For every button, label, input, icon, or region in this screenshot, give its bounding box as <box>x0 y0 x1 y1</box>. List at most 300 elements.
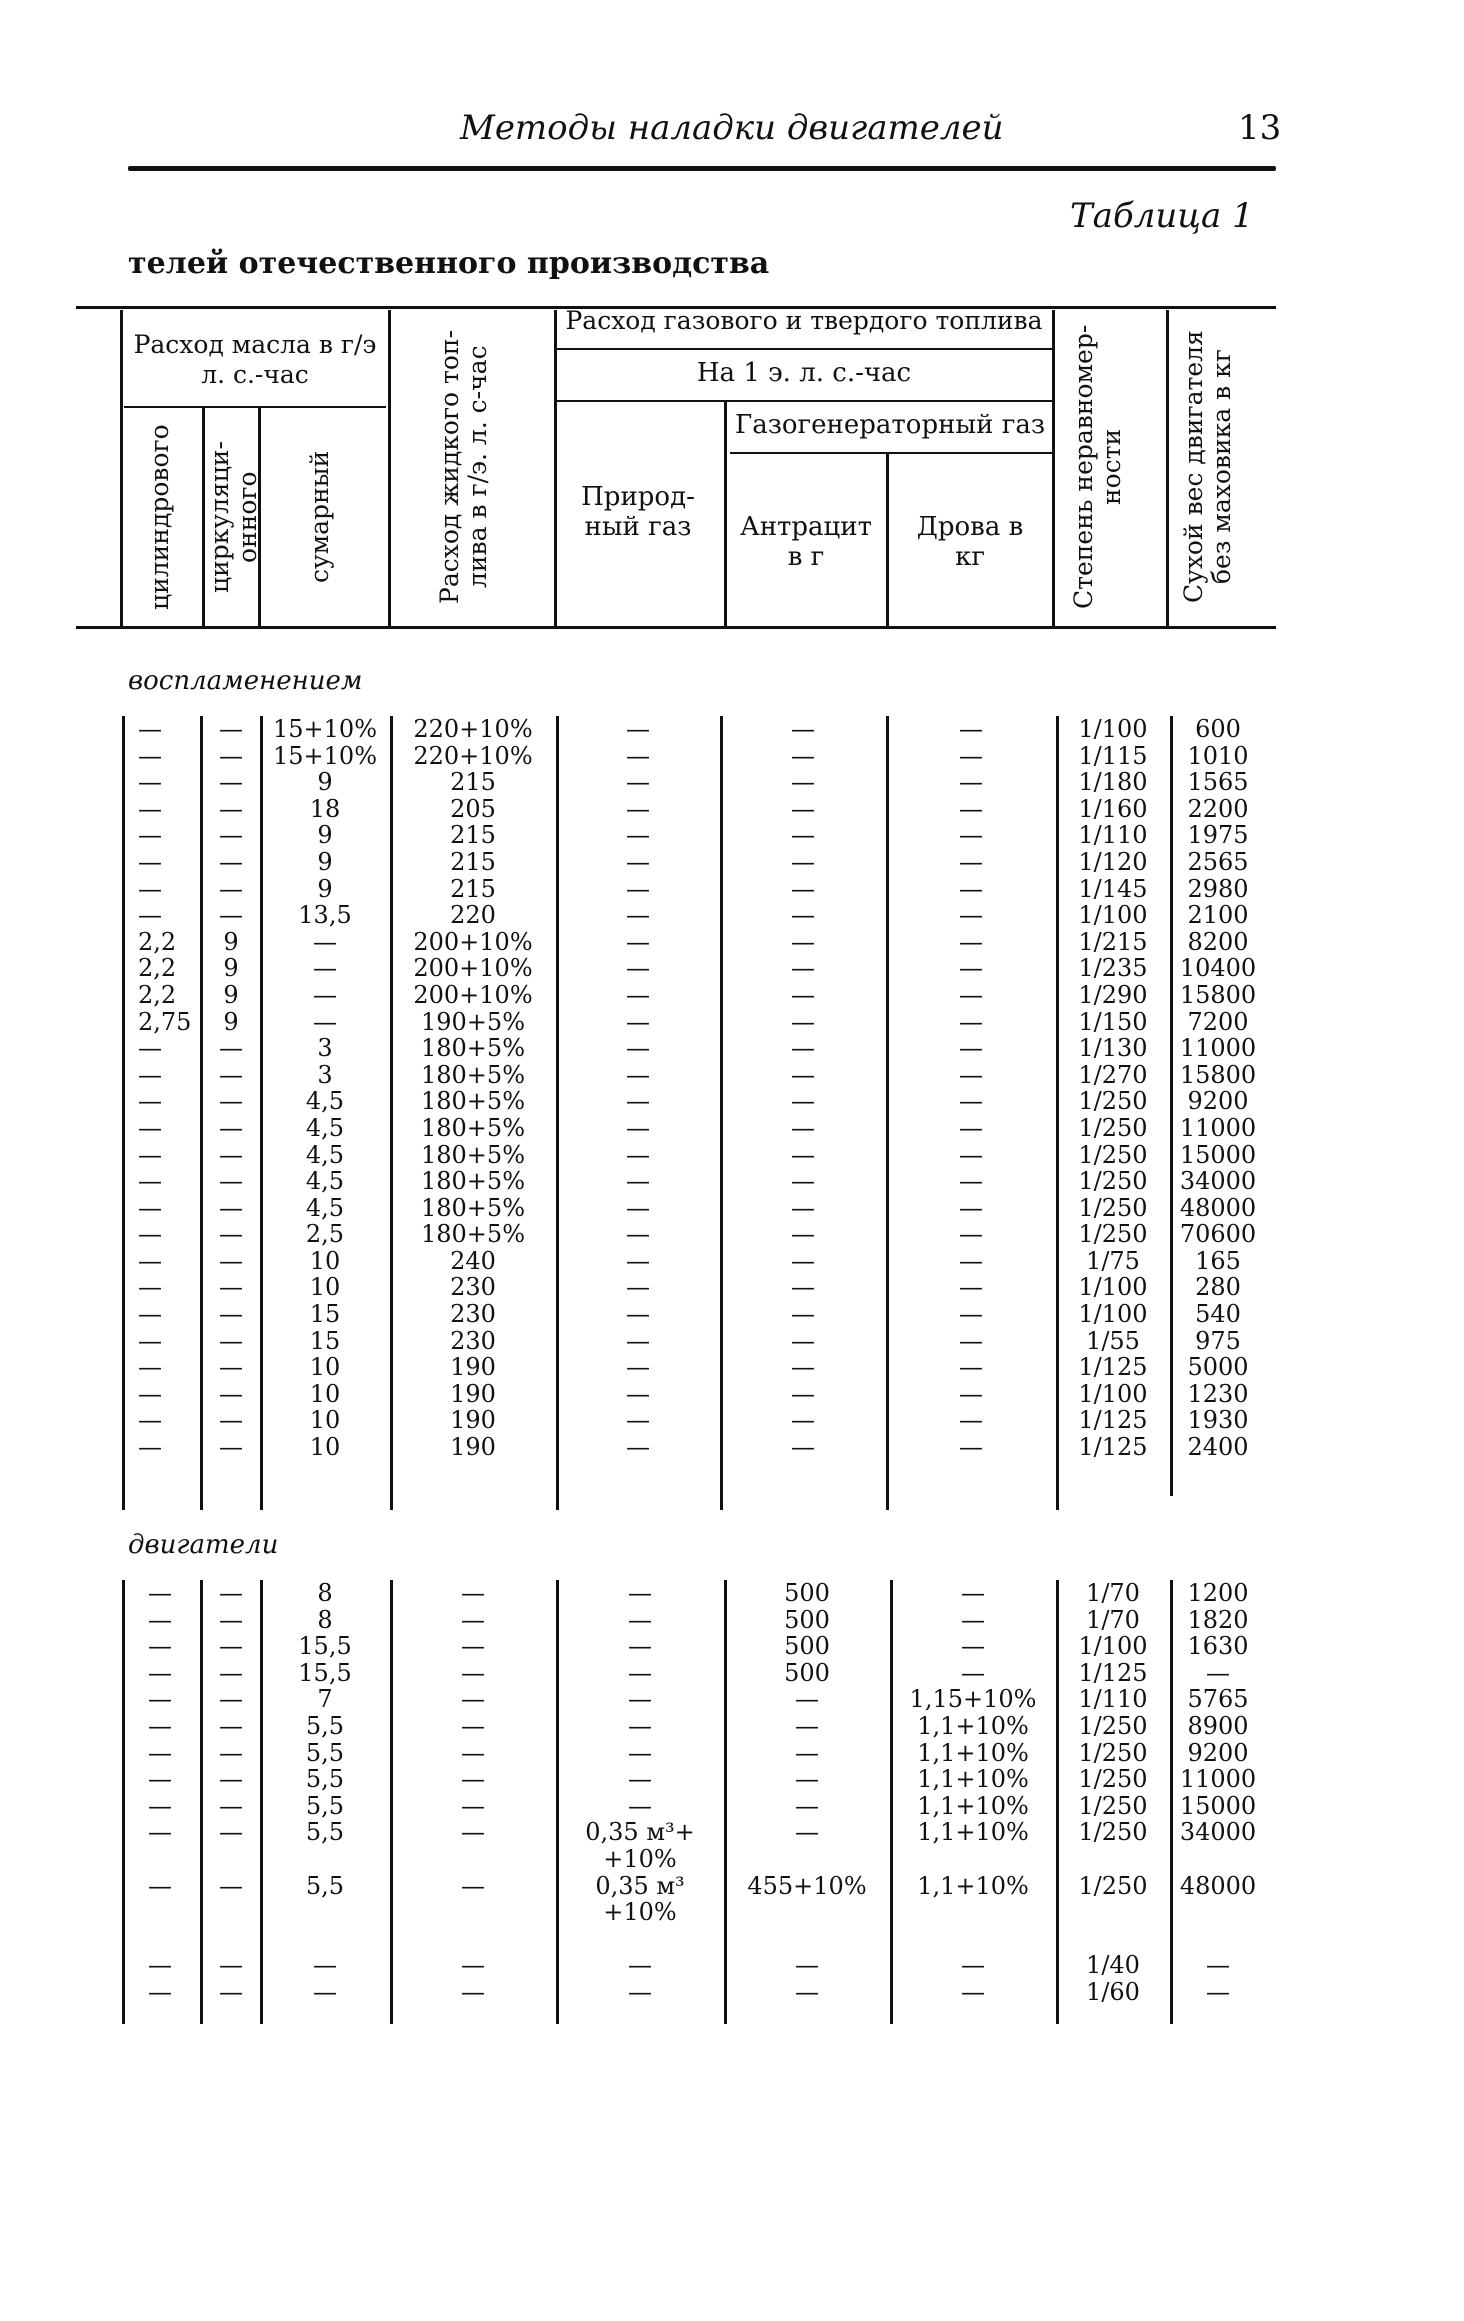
table-cell: — <box>219 847 243 876</box>
table-cell: 18 <box>309 794 341 823</box>
table-cell <box>1172 1926 1264 1953</box>
table-cell: 1,1+10% <box>917 1765 1029 1794</box>
table-cell: — <box>959 1060 983 1089</box>
table-cell <box>262 1846 388 1873</box>
table-cell: — <box>219 1977 243 2006</box>
table-cell: — <box>138 1246 162 1275</box>
table-cell: — <box>628 1711 652 1740</box>
table-cell: — <box>628 1738 652 1767</box>
table-cell: 9 <box>317 847 333 876</box>
table-cell: — <box>959 794 983 823</box>
block2-col-oil-cylinder <box>148 1580 198 2006</box>
table-cell: — <box>626 901 650 930</box>
table-cell: 1/270 <box>1078 1060 1148 1089</box>
table-cell: — <box>959 1007 983 1036</box>
table-cell: 180+5% <box>421 1167 525 1196</box>
block2-vline-1 <box>122 1580 125 2024</box>
table-cell: 180+5% <box>421 1034 525 1063</box>
table-cell: 2,5 <box>305 1220 345 1249</box>
table-cell: — <box>626 794 650 823</box>
table-cell <box>1172 1899 1264 1926</box>
table-cell: — <box>795 1951 819 1980</box>
table-cell: — <box>219 1300 243 1329</box>
table-cell: 2,2 <box>138 927 177 956</box>
table-cell: 9 <box>317 821 333 850</box>
table-cell: 1,1+10% <box>917 1818 1029 1847</box>
table-cell: 215 <box>450 874 496 903</box>
gas-group-header: Расход газового и твердого топлива <box>565 306 1043 335</box>
table-cell: 1,1+10% <box>917 1738 1029 1767</box>
table-cell: — <box>795 1791 819 1820</box>
table-cell: 70600 <box>1179 1220 1257 1249</box>
table-cell: 48000 <box>1179 1871 1257 1900</box>
table-cell: 10 <box>309 1379 341 1408</box>
table-cell: — <box>959 927 983 956</box>
table-cell: — <box>219 1379 243 1408</box>
table-cell: 1/250 <box>1078 1871 1148 1900</box>
table-cell: — <box>959 821 983 850</box>
table-cell: 1,15+10% <box>909 1685 1037 1714</box>
table-cell: — <box>959 1406 983 1435</box>
table-cell <box>206 1846 256 1873</box>
block2-col-oil-circulation <box>206 1580 256 2006</box>
table-cell <box>148 1899 198 1926</box>
block2-col-anthracite <box>726 1580 888 2006</box>
header-vline-6 <box>724 402 727 626</box>
table-cell: 15000 <box>1179 1140 1257 1169</box>
table-cell: 3 <box>317 1060 333 1089</box>
table-cell: 1/250 <box>1078 1791 1148 1820</box>
table-cell: 1/115 <box>1078 741 1148 770</box>
oil-group-header: Расход масла в г/э л. с.-час <box>133 330 377 389</box>
table-cell: 2400 <box>1187 1433 1249 1462</box>
table-cell: — <box>219 1605 243 1634</box>
table-cell: — <box>626 874 650 903</box>
table-cell: 8900 <box>1187 1711 1249 1740</box>
table-cell: — <box>626 1087 650 1116</box>
block2-col-wood <box>892 1580 1054 2006</box>
table-cell: — <box>628 1951 652 1980</box>
table-cell: 240 <box>450 1246 496 1275</box>
table-cell: 15800 <box>1179 980 1257 1009</box>
table-cell: — <box>148 1658 172 1687</box>
table-cell: — <box>219 1791 243 1820</box>
table-cell: 1/145 <box>1078 874 1148 903</box>
table-cell: 1/250 <box>1078 1113 1148 1142</box>
table-cell: — <box>626 1246 650 1275</box>
table-cell: — <box>461 1711 485 1740</box>
table-cell: — <box>138 794 162 823</box>
block1-col-wood <box>888 716 1054 1461</box>
table-cell: — <box>626 741 650 770</box>
table-cell: 190 <box>450 1406 496 1435</box>
table-cell: — <box>138 1300 162 1329</box>
irregularity-header: Степень неравномер-ности <box>1069 324 1126 610</box>
table-cell: 8200 <box>1187 927 1249 956</box>
table-cell: — <box>313 1007 337 1036</box>
table-cell: 1/250 <box>1078 1193 1148 1222</box>
table-cell: — <box>961 1632 985 1661</box>
table-cell: — <box>791 1007 815 1036</box>
table-cell: 1/250 <box>1078 1711 1148 1740</box>
table-cell: — <box>626 1326 650 1355</box>
table-cell <box>558 1926 722 1953</box>
table-cell: 1/125 <box>1078 1658 1148 1687</box>
table-cell: 2,2 <box>138 980 177 1009</box>
table-cell: 1,1+10% <box>917 1711 1029 1740</box>
table-cell: 200+10% <box>413 927 533 956</box>
table-cell: — <box>959 980 983 1009</box>
table-cell <box>1058 1926 1168 1953</box>
table-cell: — <box>791 1353 815 1382</box>
table-cell: — <box>219 1738 243 1767</box>
table-cell: — <box>628 1791 652 1820</box>
table-cell: — <box>791 1300 815 1329</box>
table-cell: — <box>219 1406 243 1435</box>
table-cell <box>206 1899 256 1926</box>
table-cell: — <box>795 1738 819 1767</box>
table-cell: — <box>219 1246 243 1275</box>
table-cell: — <box>795 1818 819 1847</box>
table-cell: 1/250 <box>1078 1140 1148 1169</box>
table-cell: — <box>791 1273 815 1302</box>
table-cell: — <box>148 1738 172 1767</box>
table-cell: — <box>461 1765 485 1794</box>
table-cell: — <box>138 1433 162 1462</box>
table-cell: 9200 <box>1187 1087 1249 1116</box>
table-cell: — <box>959 1246 983 1275</box>
table-cell: 15 <box>309 1300 341 1329</box>
table-cell: 2100 <box>1187 901 1249 930</box>
table-cell: — <box>138 1379 162 1408</box>
table-cell: — <box>791 874 815 903</box>
table-cell: — <box>138 1167 162 1196</box>
table-cell: — <box>148 1632 172 1661</box>
table-cell: — <box>959 1167 983 1196</box>
running-title: Методы наладки двигателей <box>460 108 1004 148</box>
header-vline-9 <box>1166 310 1169 626</box>
table-cell: — <box>628 1685 652 1714</box>
table-cell: — <box>628 1605 652 1634</box>
table-cell: — <box>628 1977 652 2006</box>
table-cell: — <box>219 1060 243 1089</box>
table-cell: 190+5% <box>421 1007 525 1036</box>
table-cell: — <box>791 1113 815 1142</box>
table-cell: 4,5 <box>305 1140 345 1169</box>
table-cell: — <box>219 1818 243 1847</box>
table-cell: — <box>219 1433 243 1462</box>
table-cell: 220 <box>450 901 496 930</box>
table-cell: — <box>959 847 983 876</box>
table-cell: — <box>626 1140 650 1169</box>
table-cell: — <box>219 901 243 930</box>
table-cell <box>392 1926 554 1953</box>
oil-cylinder-header: цилиндрового <box>145 424 174 610</box>
table-cell: — <box>461 1738 485 1767</box>
table-cell <box>206 1926 256 1953</box>
block1-col-anthracite <box>722 716 884 1461</box>
table-cell: 1975 <box>1187 821 1249 850</box>
table-cell: — <box>461 1791 485 1820</box>
table-cell: 10 <box>309 1433 341 1462</box>
table-cell: 1010 <box>1187 741 1249 770</box>
header-vline-8 <box>1052 310 1055 626</box>
table-cell: — <box>626 1060 650 1089</box>
table-cell: — <box>961 1951 985 1980</box>
table-cell: — <box>461 1685 485 1714</box>
table-cell: 1/250 <box>1078 1818 1148 1847</box>
table-cell: — <box>219 1711 243 1740</box>
table-cell: 5,5 <box>305 1711 345 1740</box>
table-cell: — <box>959 901 983 930</box>
table-cell: — <box>628 1658 652 1687</box>
table-cell: — <box>959 1379 983 1408</box>
table-cell: — <box>626 1300 650 1329</box>
table-cell: — <box>626 768 650 797</box>
table-cell <box>1058 1899 1168 1926</box>
table-cell: 180+5% <box>421 1113 525 1142</box>
table-cell: — <box>626 927 650 956</box>
table-cell: — <box>219 1140 243 1169</box>
table-cell: — <box>148 1765 172 1794</box>
table-cell: — <box>219 741 243 770</box>
table-cell: 1820 <box>1187 1605 1249 1634</box>
section-label-engines: двигатели <box>128 1530 279 1560</box>
table-cell: 215 <box>450 821 496 850</box>
table-cell: — <box>791 794 815 823</box>
table-cell: — <box>313 1977 337 2006</box>
table-cell: 215 <box>450 847 496 876</box>
table-cell: 1/100 <box>1078 1632 1148 1661</box>
table-cell: 1/290 <box>1078 980 1148 1009</box>
table-cell: — <box>791 901 815 930</box>
table-cell: — <box>626 1406 650 1435</box>
table-cell: 1/180 <box>1078 768 1148 797</box>
table-cell: — <box>626 821 650 850</box>
table-cell: — <box>219 1113 243 1142</box>
table-cell: 4,5 <box>305 1193 345 1222</box>
table-cell: 7200 <box>1187 1007 1249 1036</box>
table-cell: 1/125 <box>1078 1433 1148 1462</box>
table-cell: 5765 <box>1187 1685 1249 1714</box>
table-cell: — <box>219 794 243 823</box>
table-cell: — <box>791 927 815 956</box>
table-cell: 2565 <box>1187 847 1249 876</box>
table-cell: — <box>959 874 983 903</box>
table-label: Таблица 1 <box>1070 196 1254 236</box>
oil-total-header: сумарный <box>305 450 334 584</box>
table-cell: 165 <box>1195 1246 1241 1275</box>
table-cell: 540 <box>1195 1300 1241 1329</box>
table-cell: 1/235 <box>1078 954 1148 983</box>
table-cell: — <box>138 768 162 797</box>
table-cell: 1200 <box>1187 1579 1249 1607</box>
table-cell <box>1058 1846 1168 1873</box>
table-cell: 15000 <box>1179 1791 1257 1820</box>
table-cell: — <box>959 1220 983 1249</box>
table-cell: — <box>791 954 815 983</box>
table-cell: — <box>219 1871 243 1900</box>
table-cell: — <box>138 1087 162 1116</box>
table-cell: — <box>138 741 162 770</box>
table-cell: — <box>626 847 650 876</box>
per-hp-subheader-rule <box>556 400 1052 402</box>
table-cell <box>148 1846 198 1873</box>
table-cell: — <box>626 1034 650 1063</box>
block1-col-irregularity <box>1058 716 1168 1461</box>
table-cell: 1/100 <box>1078 901 1148 930</box>
table-cell: — <box>791 980 815 1009</box>
table-cell: — <box>959 1193 983 1222</box>
table-cell <box>726 1846 888 1873</box>
dry-weight-header: Сухой вес двигателя без маховика в кг <box>1179 330 1236 604</box>
liquid-fuel-header: Расход жидкого топ-лива в г/э. л. с-час <box>435 329 492 605</box>
table-cell: 11000 <box>1179 1113 1257 1142</box>
table-cell: 10 <box>309 1273 341 1302</box>
table-cell: 1/60 <box>1086 1977 1140 2006</box>
header-vline-4 <box>388 310 391 626</box>
table-cell: — <box>148 1791 172 1820</box>
table-cell: — <box>791 1379 815 1408</box>
table-cell: 5,5 <box>305 1738 345 1767</box>
table-cell: 5,5 <box>305 1765 345 1794</box>
table-cell: — <box>219 821 243 850</box>
table-cell: — <box>138 1193 162 1222</box>
table-cell: — <box>219 1765 243 1794</box>
table-cell: — <box>138 1353 162 1382</box>
table-cell: — <box>148 1818 172 1847</box>
table-cell: 1/250 <box>1078 1167 1148 1196</box>
table-cell: — <box>959 741 983 770</box>
table-cell: 9 <box>223 954 239 983</box>
table-cell: 215 <box>450 768 496 797</box>
table-cell: 455+10% <box>747 1871 867 1900</box>
table-cell: 11000 <box>1179 1034 1257 1063</box>
table-cell <box>392 1846 554 1873</box>
table-cell: — <box>148 1951 172 1980</box>
table-cell: — <box>138 847 162 876</box>
table-cell: 4,5 <box>305 1167 345 1196</box>
table-cell: — <box>791 1140 815 1169</box>
table-cell: — <box>219 768 243 797</box>
table-cell: — <box>461 1977 485 2006</box>
table-cell: — <box>961 1579 985 1607</box>
table-cell: 1/215 <box>1078 927 1148 956</box>
table-cell: 1/250 <box>1078 1087 1148 1116</box>
table-cell: — <box>961 1977 985 2006</box>
block1-vline-1 <box>122 716 125 1510</box>
table-cell: — <box>795 1711 819 1740</box>
table-cell: — <box>795 1977 819 2006</box>
table-cell: 1/150 <box>1078 1007 1148 1036</box>
table-cell: 1/40 <box>1086 1951 1140 1980</box>
block1-col-natural-gas <box>558 716 718 1461</box>
table-cell: — <box>961 1605 985 1634</box>
table-cell: 1/75 <box>1086 1246 1140 1275</box>
table-cell: — <box>959 1326 983 1355</box>
producer-gas-header: Газогенераторный газ <box>734 410 1046 440</box>
table-cell: — <box>148 1711 172 1740</box>
table-cell: — <box>791 1087 815 1116</box>
table-cell: — <box>461 1871 485 1900</box>
table-cell: 34000 <box>1179 1818 1257 1847</box>
table-cell: — <box>626 1353 650 1382</box>
table-cell: 5000 <box>1187 1353 1249 1382</box>
table-cell: 205 <box>450 794 496 823</box>
table-cell: — <box>219 1273 243 1302</box>
block1-col-oil-cylinder <box>138 716 200 1461</box>
table-cell: — <box>138 1273 162 1302</box>
table-cell: 2200 <box>1187 794 1249 823</box>
table-cell: 200+10% <box>413 954 533 983</box>
table-cell: 15+10% <box>273 715 377 743</box>
table-cell: 3 <box>317 1034 333 1063</box>
table-cell: 7 <box>317 1685 333 1714</box>
table-cell: 5,5 <box>305 1871 345 1900</box>
table-cell: 10 <box>309 1353 341 1382</box>
table-cell: 200+10% <box>413 980 533 1009</box>
table-cell: 500 <box>784 1658 830 1687</box>
table-cell: 8 <box>317 1605 333 1634</box>
table-cell: 220+10% <box>413 741 533 770</box>
table-cell: 34000 <box>1179 1167 1257 1196</box>
table-cell: 230 <box>450 1326 496 1355</box>
table-cell: — <box>148 1605 172 1634</box>
table-cell: — <box>626 1113 650 1142</box>
table-cell: — <box>791 1034 815 1063</box>
table-cell: — <box>148 1871 172 1900</box>
table-cell: — <box>219 1167 243 1196</box>
table-cell: — <box>313 1951 337 1980</box>
gas-subheader-rule <box>556 348 1052 350</box>
table-cell: — <box>791 821 815 850</box>
table-cell: — <box>138 1140 162 1169</box>
table-cell: 230 <box>450 1300 496 1329</box>
table-cell: — <box>791 768 815 797</box>
table-cell: — <box>795 1765 819 1794</box>
table-cell: 0,35 м³ <box>595 1871 685 1900</box>
table-cell: 15 <box>309 1326 341 1355</box>
table-cell: 11000 <box>1179 1765 1257 1794</box>
table-cell: — <box>959 954 983 983</box>
table-cell: — <box>138 1406 162 1435</box>
table-cell: 1/110 <box>1078 1685 1148 1714</box>
table-cell: 1/125 <box>1078 1353 1148 1382</box>
table-cell: 10 <box>309 1406 341 1435</box>
table-cell: +10% <box>603 1844 677 1873</box>
table-cell: 9 <box>223 980 239 1009</box>
table-cell: — <box>959 1300 983 1329</box>
table-cell: 1/55 <box>1086 1326 1140 1355</box>
table-cell: 15800 <box>1179 1060 1257 1089</box>
table-cell: 190 <box>450 1433 496 1462</box>
table-cell: — <box>219 1220 243 1249</box>
header-rule <box>128 166 1276 171</box>
table-cell: — <box>791 741 815 770</box>
header-vline-7 <box>886 454 889 626</box>
table-cell: 15,5 <box>298 1658 352 1687</box>
section-label-ignition: воспламенением <box>128 666 363 696</box>
table-cell: 1/160 <box>1078 794 1148 823</box>
oil-circulation-header: циркуляци-онного <box>205 441 262 593</box>
table-cell: — <box>461 1658 485 1687</box>
table-cell: 1565 <box>1187 768 1249 797</box>
table-cell: — <box>219 1951 243 1980</box>
table-cell: — <box>461 1579 485 1607</box>
table-cell: 10 <box>309 1246 341 1275</box>
table-cell: 975 <box>1195 1326 1241 1355</box>
table-cell: — <box>313 927 337 956</box>
